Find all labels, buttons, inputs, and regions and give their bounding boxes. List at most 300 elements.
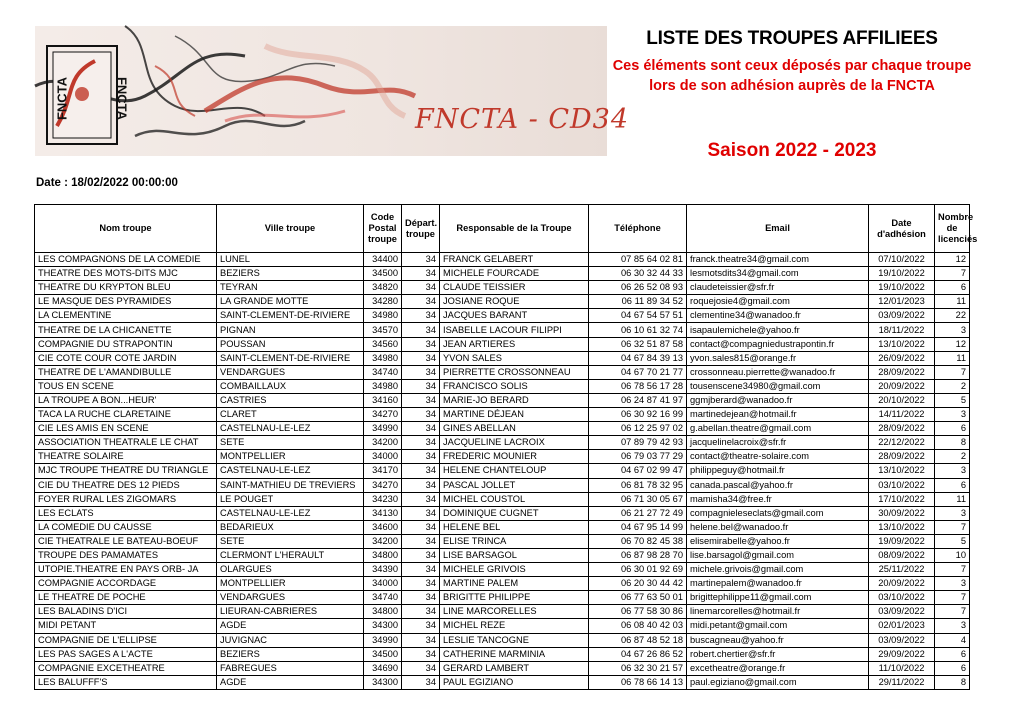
- cell-departement: 34: [402, 408, 440, 422]
- cell-departement: 34: [402, 548, 440, 562]
- cell-code-postal: 34200: [364, 534, 402, 548]
- cell-email: isapaulemichele@yahoo.fr: [687, 323, 869, 337]
- cell-date-adhesion: 22/12/2022: [869, 436, 935, 450]
- cell-departement: 34: [402, 309, 440, 323]
- cell-nom-troupe: CIE LES AMIS EN SCENE: [35, 422, 217, 436]
- cell-date-adhesion: 19/09/2022: [869, 534, 935, 548]
- table-row: [35, 351, 970, 365]
- cell-nom-troupe: THEATRE DE L'AMANDIBULLE: [35, 365, 217, 379]
- cell-telephone: 04 67 02 99 47: [589, 464, 687, 478]
- cell-licencies: 22: [935, 309, 970, 323]
- cell-nom-troupe: THEATRE SOLAIRE: [35, 450, 217, 464]
- table-row: [35, 379, 970, 393]
- cell-date-adhesion: 13/10/2022: [869, 520, 935, 534]
- cell-telephone: 07 89 79 42 93: [589, 436, 687, 450]
- cell-departement: 34: [402, 436, 440, 450]
- table-row: [35, 647, 970, 661]
- cell-ville: JUVIGNAC: [217, 633, 364, 647]
- cell-licencies: 2: [935, 379, 970, 393]
- cell-telephone: 06 87 48 52 18: [589, 633, 687, 647]
- cell-licencies: 3: [935, 323, 970, 337]
- cell-ville: LIEURAN-CABRIERES: [217, 605, 364, 619]
- cell-telephone: 06 81 78 32 95: [589, 478, 687, 492]
- cell-licencies: 11: [935, 295, 970, 309]
- cell-licencies: 11: [935, 351, 970, 365]
- cell-email: michele.grivois@gmail.com: [687, 563, 869, 577]
- cell-date-adhesion: 03/09/2022: [869, 309, 935, 323]
- cell-responsable: PAUL EGIZIANO: [440, 675, 589, 689]
- cell-telephone: 06 30 32 44 33: [589, 267, 687, 281]
- cell-date-adhesion: 30/09/2022: [869, 506, 935, 520]
- cell-date-adhesion: 03/09/2022: [869, 605, 935, 619]
- cell-licencies: 3: [935, 506, 970, 520]
- cell-date-adhesion: 29/11/2022: [869, 675, 935, 689]
- table-row: [35, 309, 970, 323]
- table-row: [35, 506, 970, 520]
- cell-email: elisemirabelle@yahoo.fr: [687, 534, 869, 548]
- logo-vertical-text-right: FNCTA: [114, 76, 130, 121]
- cell-email: yvon.sales815@orange.fr: [687, 351, 869, 365]
- cell-code-postal: 34570: [364, 323, 402, 337]
- cell-ville: CASTELNAU-LE-LEZ: [217, 422, 364, 436]
- cell-code-postal: 34000: [364, 577, 402, 591]
- cell-telephone: 06 20 30 44 42: [589, 577, 687, 591]
- cell-licencies: 12: [935, 253, 970, 267]
- cell-nom-troupe: LA CLEMENTINE: [35, 309, 217, 323]
- cell-ville: CASTELNAU-LE-LEZ: [217, 506, 364, 520]
- cell-departement: 34: [402, 393, 440, 407]
- cell-date-adhesion: 19/10/2022: [869, 281, 935, 295]
- cell-departement: 34: [402, 351, 440, 365]
- cell-ville: SETE: [217, 436, 364, 450]
- cell-code-postal: 34500: [364, 647, 402, 661]
- cell-email: lesmotsdits34@gmail.com: [687, 267, 869, 281]
- cell-nom-troupe: COMPAGNIE DE L'ELLIPSE: [35, 633, 217, 647]
- table-row: [35, 422, 970, 436]
- fncta-logo: [35, 26, 629, 156]
- table-row: [35, 464, 970, 478]
- table-row: [35, 408, 970, 422]
- cell-email: ggmjberard@wanadoo.fr: [687, 393, 869, 407]
- cell-code-postal: 34300: [364, 675, 402, 689]
- cell-departement: 34: [402, 323, 440, 337]
- cell-responsable: LESLIE TANCOGNE: [440, 633, 589, 647]
- cell-nom-troupe: LES COMPAGNONS DE LA COMEDIE: [35, 253, 217, 267]
- cell-licencies: 6: [935, 647, 970, 661]
- cell-responsable: GINES ABELLAN: [440, 422, 589, 436]
- cell-responsable: ISABELLE LACOUR FILIPPI: [440, 323, 589, 337]
- cell-responsable: JACQUELINE LACROIX: [440, 436, 589, 450]
- cell-departement: 34: [402, 647, 440, 661]
- cell-code-postal: 34200: [364, 436, 402, 450]
- cell-code-postal: 34160: [364, 393, 402, 407]
- cell-responsable: CATHERINE MARMINIA: [440, 647, 589, 661]
- cell-nom-troupe: CIE THEATRALE LE BATEAU-BOEUF: [35, 534, 217, 548]
- cell-licencies: 5: [935, 534, 970, 548]
- cell-responsable: PASCAL JOLLET: [440, 478, 589, 492]
- cell-email: clementine34@wanadoo.fr: [687, 309, 869, 323]
- cell-licencies: 4: [935, 633, 970, 647]
- cell-nom-troupe: LES BALADINS D'ICI: [35, 605, 217, 619]
- cell-ville: LA GRANDE MOTTE: [217, 295, 364, 309]
- cell-nom-troupe: FOYER RURAL LES ZIGOMARS: [35, 492, 217, 506]
- cell-departement: 34: [402, 337, 440, 351]
- cell-departement: 34: [402, 563, 440, 577]
- cell-responsable: HELENE BEL: [440, 520, 589, 534]
- cell-licencies: 8: [935, 436, 970, 450]
- column-header-ville: Ville troupe: [217, 205, 364, 253]
- cell-code-postal: 34690: [364, 661, 402, 675]
- cell-code-postal: 34980: [364, 379, 402, 393]
- cell-nom-troupe: THEATRE DU KRYPTON BLEU: [35, 281, 217, 295]
- table-row: [35, 436, 970, 450]
- cell-email: franck.theatre34@gmail.com: [687, 253, 869, 267]
- cell-departement: 34: [402, 506, 440, 520]
- cell-code-postal: 34980: [364, 351, 402, 365]
- cell-code-postal: 34600: [364, 520, 402, 534]
- cell-departement: 34: [402, 605, 440, 619]
- table-row: [35, 661, 970, 675]
- cell-responsable: LISE BARSAGOL: [440, 548, 589, 562]
- cell-date-adhesion: 29/09/2022: [869, 647, 935, 661]
- cell-ville: FABREGUES: [217, 661, 364, 675]
- cell-ville: VENDARGUES: [217, 365, 364, 379]
- cell-licencies: 5: [935, 393, 970, 407]
- cell-nom-troupe: LA COMEDIE DU CAUSSE: [35, 520, 217, 534]
- cell-code-postal: 34980: [364, 309, 402, 323]
- table-row: [35, 605, 970, 619]
- table-row: [35, 577, 970, 591]
- cell-responsable: JACQUES BARANT: [440, 309, 589, 323]
- cell-email: robert.chertier@sfr.fr: [687, 647, 869, 661]
- cell-ville: AGDE: [217, 675, 364, 689]
- cell-licencies: 8: [935, 675, 970, 689]
- cell-email: linemarcorelles@hotmail.fr: [687, 605, 869, 619]
- cell-nom-troupe: UTOPIE.THEATRE EN PAYS ORB- JA: [35, 563, 217, 577]
- cell-telephone: 06 30 92 16 99: [589, 408, 687, 422]
- cell-code-postal: 34390: [364, 563, 402, 577]
- cell-nom-troupe: ASSOCIATION THEATRALE LE CHAT: [35, 436, 217, 450]
- logo-vertical-text-left: FNCTA: [54, 76, 70, 121]
- cell-date-adhesion: 28/09/2022: [869, 365, 935, 379]
- cell-departement: 34: [402, 478, 440, 492]
- table-row: [35, 591, 970, 605]
- cell-telephone: 06 10 61 32 74: [589, 323, 687, 337]
- cell-email: jacquelinelacroix@sfr.fr: [687, 436, 869, 450]
- cell-email: crossonneau.pierrette@wanadoo.fr: [687, 365, 869, 379]
- cell-departement: 34: [402, 422, 440, 436]
- cell-responsable: MICHELE GRIVOIS: [440, 563, 589, 577]
- table-row: [35, 675, 970, 689]
- cell-responsable: MARTINE DÉJEAN: [440, 408, 589, 422]
- cell-date-adhesion: 03/10/2022: [869, 478, 935, 492]
- cell-telephone: 06 32 51 87 58: [589, 337, 687, 351]
- cell-responsable: YVON SALES: [440, 351, 589, 365]
- cell-telephone: 06 24 87 41 97: [589, 393, 687, 407]
- cell-code-postal: 34820: [364, 281, 402, 295]
- cell-ville: COMBAILLAUX: [217, 379, 364, 393]
- column-header-nom: Nom troupe: [35, 205, 217, 253]
- cell-responsable: MARIE-JO BERARD: [440, 393, 589, 407]
- table-row: [35, 393, 970, 407]
- cell-telephone: 04 67 54 57 51: [589, 309, 687, 323]
- cell-licencies: 10: [935, 548, 970, 562]
- cell-nom-troupe: COMPAGNIE DU STRAPONTIN: [35, 337, 217, 351]
- cell-email: roquejosie4@gmail.com: [687, 295, 869, 309]
- cell-nom-troupe: CIE COTE COUR COTE JARDIN: [35, 351, 217, 365]
- cell-date-adhesion: 03/09/2022: [869, 633, 935, 647]
- cell-departement: 34: [402, 520, 440, 534]
- cell-departement: 34: [402, 661, 440, 675]
- cell-email: martinedejean@hotmail.fr: [687, 408, 869, 422]
- cell-email: contact@theatre-solaire.com: [687, 450, 869, 464]
- cell-date-adhesion: 28/09/2022: [869, 422, 935, 436]
- table-row: [35, 281, 970, 295]
- cell-telephone: 06 12 25 97 02: [589, 422, 687, 436]
- column-header-departement: Départ. troupe: [402, 205, 440, 253]
- cell-email: brigittephilippe11@gmail.com: [687, 591, 869, 605]
- cell-email: excetheatre@orange.fr: [687, 661, 869, 675]
- cell-responsable: BRIGITTE PHILIPPE: [440, 591, 589, 605]
- table-row: [35, 253, 970, 267]
- cell-ville: BEZIERS: [217, 647, 364, 661]
- table-row: [35, 619, 970, 633]
- cell-responsable: CLAUDE TEISSIER: [440, 281, 589, 295]
- cell-code-postal: 34800: [364, 605, 402, 619]
- cell-email: tousenscene34980@gmail.com: [687, 379, 869, 393]
- cell-telephone: 06 79 03 77 29: [589, 450, 687, 464]
- date-line: Date : 18/02/2022 00:00:00: [36, 177, 178, 189]
- cell-licencies: 7: [935, 605, 970, 619]
- cell-code-postal: 34400: [364, 253, 402, 267]
- cell-responsable: LINE MARCORELLES: [440, 605, 589, 619]
- cell-code-postal: 34300: [364, 619, 402, 633]
- cell-responsable: JOSIANE ROQUE: [440, 295, 589, 309]
- cell-telephone: 06 08 40 42 03: [589, 619, 687, 633]
- cell-telephone: 06 11 89 34 52: [589, 295, 687, 309]
- table-row: [35, 633, 970, 647]
- cell-email: midi.petant@gmail.com: [687, 619, 869, 633]
- cell-date-adhesion: 18/11/2022: [869, 323, 935, 337]
- cell-nom-troupe: LA TROUPE A BON...HEUR': [35, 393, 217, 407]
- cell-responsable: MICHEL COUSTOL: [440, 492, 589, 506]
- table-row: [35, 563, 970, 577]
- column-header-licencies: Nombre de licenciés: [935, 205, 970, 253]
- cell-email: g.abellan.theatre@gmail.com: [687, 422, 869, 436]
- cell-telephone: 06 77 58 30 86: [589, 605, 687, 619]
- cell-licencies: 11: [935, 492, 970, 506]
- cell-responsable: GERARD LAMBERT: [440, 661, 589, 675]
- cell-licencies: 7: [935, 267, 970, 281]
- cell-licencies: 7: [935, 365, 970, 379]
- cell-nom-troupe: LES BALUFFF'S: [35, 675, 217, 689]
- cell-email: buscagneau@yahoo.fr: [687, 633, 869, 647]
- table-row: [35, 478, 970, 492]
- cell-ville: CASTRIES: [217, 393, 364, 407]
- cell-date-adhesion: 14/11/2022: [869, 408, 935, 422]
- cell-code-postal: 34000: [364, 450, 402, 464]
- page-subtitle: Ces éléments sont ceux déposés par chaque troupe lors de son adhésion auprès de la FNCTA: [612, 58, 972, 94]
- cell-date-adhesion: 28/09/2022: [869, 450, 935, 464]
- cell-departement: 34: [402, 267, 440, 281]
- table-row: [35, 520, 970, 534]
- cell-departement: 34: [402, 492, 440, 506]
- cell-ville: BEZIERS: [217, 267, 364, 281]
- cell-ville: TEYRAN: [217, 281, 364, 295]
- cell-responsable: FRANCISCO SOLIS: [440, 379, 589, 393]
- cell-telephone: 06 71 30 05 67: [589, 492, 687, 506]
- cell-licencies: 6: [935, 661, 970, 675]
- cell-code-postal: 34800: [364, 548, 402, 562]
- cell-departement: 34: [402, 295, 440, 309]
- cell-telephone: 04 67 70 21 77: [589, 365, 687, 379]
- cell-email: mamisha34@free.fr: [687, 492, 869, 506]
- cell-ville: OLARGUES: [217, 563, 364, 577]
- cell-email: compagnieleseclats@gmail.com: [687, 506, 869, 520]
- cell-ville: SAINT-CLEMENT-DE-RIVIERE: [217, 351, 364, 365]
- cell-licencies: 6: [935, 281, 970, 295]
- cell-telephone: 06 78 56 17 28: [589, 379, 687, 393]
- cell-ville: LE POUGET: [217, 492, 364, 506]
- cell-licencies: 7: [935, 520, 970, 534]
- cell-responsable: MARTINE PALEM: [440, 577, 589, 591]
- cell-responsable: JEAN ARTIERES: [440, 337, 589, 351]
- cell-telephone: 06 78 66 14 13: [589, 675, 687, 689]
- cell-licencies: 3: [935, 619, 970, 633]
- cell-code-postal: 34280: [364, 295, 402, 309]
- cell-email: martinepalem@wanadoo.fr: [687, 577, 869, 591]
- cell-date-adhesion: 13/10/2022: [869, 337, 935, 351]
- cell-responsable: PIERRETTE CROSSONNEAU: [440, 365, 589, 379]
- cell-responsable: HELENE CHANTELOUP: [440, 464, 589, 478]
- cell-date-adhesion: 02/01/2023: [869, 619, 935, 633]
- cell-date-adhesion: 08/09/2022: [869, 548, 935, 562]
- cell-licencies: 3: [935, 577, 970, 591]
- cell-departement: 34: [402, 577, 440, 591]
- cell-code-postal: 34990: [364, 422, 402, 436]
- cell-departement: 34: [402, 253, 440, 267]
- cell-telephone: 06 77 63 50 01: [589, 591, 687, 605]
- cell-nom-troupe: LES PAS SAGES A L'ACTE: [35, 647, 217, 661]
- cell-telephone: 06 30 01 92 69: [589, 563, 687, 577]
- cell-licencies: 6: [935, 422, 970, 436]
- cell-email: lise.barsagol@gmail.com: [687, 548, 869, 562]
- cell-departement: 34: [402, 619, 440, 633]
- cell-code-postal: 34130: [364, 506, 402, 520]
- cell-ville: SAINT-MATHIEU DE TREVIERS: [217, 478, 364, 492]
- table-row: [35, 534, 970, 548]
- cell-nom-troupe: LES ECLATS: [35, 506, 217, 520]
- cell-date-adhesion: 12/01/2023: [869, 295, 935, 309]
- table-row: [35, 548, 970, 562]
- cell-nom-troupe: TACA LA RUCHE CLARETAINE: [35, 408, 217, 422]
- logo-text: FNCTA - CD34: [415, 104, 629, 135]
- page-title: LISTE DES TROUPES AFFILIEES: [646, 28, 938, 49]
- table-row: [35, 295, 970, 309]
- table-row: [35, 365, 970, 379]
- cell-date-adhesion: 20/09/2022: [869, 577, 935, 591]
- cell-ville: CLARET: [217, 408, 364, 422]
- cell-email: claudeteissier@sfr.fr: [687, 281, 869, 295]
- column-header-code-postal: Code Postal troupe: [364, 205, 402, 253]
- cell-nom-troupe: TROUPE DES PAMAMATES: [35, 548, 217, 562]
- cell-date-adhesion: 11/10/2022: [869, 661, 935, 675]
- cell-code-postal: 34270: [364, 478, 402, 492]
- cell-ville: BEDARIEUX: [217, 520, 364, 534]
- cell-departement: 34: [402, 450, 440, 464]
- cell-licencies: 12: [935, 337, 970, 351]
- cell-nom-troupe: THEATRE DES MOTS-DITS MJC: [35, 267, 217, 281]
- cell-code-postal: 34560: [364, 337, 402, 351]
- cell-code-postal: 34230: [364, 492, 402, 506]
- cell-telephone: 04 67 84 39 13: [589, 351, 687, 365]
- column-header-telephone: Téléphone: [589, 205, 687, 253]
- cell-nom-troupe: MJC TROUPE THEATRE DU TRIANGLE: [35, 464, 217, 478]
- cell-ville: SETE: [217, 534, 364, 548]
- cell-responsable: DOMINIQUE CUGNET: [440, 506, 589, 520]
- cell-nom-troupe: COMPAGNIE ACCORDAGE: [35, 577, 217, 591]
- cell-date-adhesion: 19/10/2022: [869, 267, 935, 281]
- cell-nom-troupe: COMPAGNIE EXCETHEATRE: [35, 661, 217, 675]
- table-row: [35, 267, 970, 281]
- table-row: [35, 450, 970, 464]
- cell-telephone: 06 26 52 08 93: [589, 281, 687, 295]
- cell-licencies: 6: [935, 478, 970, 492]
- table-row: [35, 323, 970, 337]
- cell-nom-troupe: LE MASQUE DES PYRAMIDES: [35, 295, 217, 309]
- column-header-date-adhesion: Date d'adhésion: [869, 205, 935, 253]
- cell-ville: SAINT-CLEMENT-DE-RIVIERE: [217, 309, 364, 323]
- cell-ville: LUNEL: [217, 253, 364, 267]
- cell-nom-troupe: CIE DU THEATRE DES 12 PIEDS: [35, 478, 217, 492]
- table-row: [35, 337, 970, 351]
- cell-date-adhesion: 07/10/2022: [869, 253, 935, 267]
- table-body: [35, 253, 970, 690]
- cell-telephone: 04 67 95 14 99: [589, 520, 687, 534]
- cell-date-adhesion: 13/10/2022: [869, 464, 935, 478]
- cell-departement: 34: [402, 675, 440, 689]
- column-header-responsable: Responsable de la Troupe: [440, 205, 589, 253]
- season-label: Saison 2022 - 2023: [707, 140, 877, 161]
- cell-nom-troupe: MIDI PETANT: [35, 619, 217, 633]
- cell-ville: MONTPELLIER: [217, 450, 364, 464]
- cell-date-adhesion: 26/09/2022: [869, 351, 935, 365]
- cell-code-postal: 34740: [364, 591, 402, 605]
- cell-licencies: 3: [935, 408, 970, 422]
- cell-licencies: 3: [935, 464, 970, 478]
- cell-ville: AGDE: [217, 619, 364, 633]
- cell-responsable: FRANCK GELABERT: [440, 253, 589, 267]
- cell-code-postal: 34170: [364, 464, 402, 478]
- cell-telephone: 06 32 30 21 57: [589, 661, 687, 675]
- cell-email: philippeguy@hotmail.fr: [687, 464, 869, 478]
- cell-nom-troupe: TOUS EN SCENE: [35, 379, 217, 393]
- cell-telephone: 06 87 98 28 70: [589, 548, 687, 562]
- cell-licencies: 7: [935, 563, 970, 577]
- cell-departement: 34: [402, 534, 440, 548]
- cell-code-postal: 34270: [364, 408, 402, 422]
- cell-date-adhesion: 17/10/2022: [869, 492, 935, 506]
- cell-ville: CLERMONT L'HERAULT: [217, 548, 364, 562]
- cell-email: canada.pascal@yahoo.fr: [687, 478, 869, 492]
- cell-code-postal: 34740: [364, 365, 402, 379]
- cell-email: contact@compagniedustrapontin.fr: [687, 337, 869, 351]
- cell-nom-troupe: LE THEATRE DE POCHE: [35, 591, 217, 605]
- cell-departement: 34: [402, 464, 440, 478]
- troupes-table: [34, 204, 978, 690]
- cell-code-postal: 34500: [364, 267, 402, 281]
- cell-telephone: 06 21 27 72 49: [589, 506, 687, 520]
